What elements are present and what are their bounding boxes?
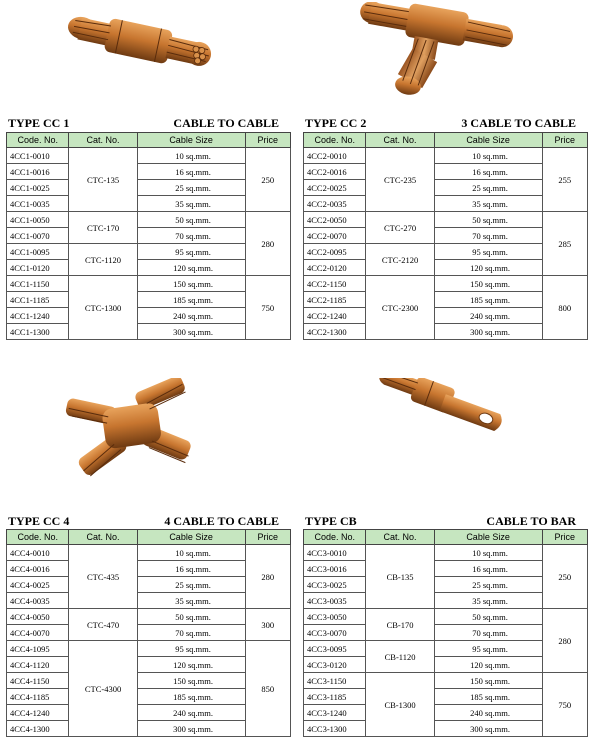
column-header: Code. No. <box>304 530 366 545</box>
cable-size-cell: 185 sq.mm. <box>434 292 542 308</box>
block-type-title: TYPE CC 4 <box>8 514 70 528</box>
code-number-cell: 4CC3-1240 <box>304 705 366 721</box>
code-number-cell: 4CC1-0016 <box>7 164 69 180</box>
code-number-cell: 4CC3-1300 <box>304 721 366 737</box>
cat-number-cell: CTC-4300 <box>69 641 137 737</box>
code-number-cell: 4CC1-1240 <box>7 308 69 324</box>
code-number-cell: 4CC1-0095 <box>7 244 69 260</box>
code-number-cell: 4CC2-1185 <box>304 292 366 308</box>
code-number-cell: 4CC2-0095 <box>304 244 366 260</box>
cable-size-cell: 120 sq.mm. <box>137 657 245 673</box>
code-number-cell: 4CC2-1240 <box>304 308 366 324</box>
cable-size-cell: 95 sq.mm. <box>434 244 542 260</box>
cable-size-cell: 95 sq.mm. <box>434 641 542 657</box>
code-number-cell: 4CC2-1150 <box>304 276 366 292</box>
cable-size-cell: 240 sq.mm. <box>434 705 542 721</box>
code-number-cell: 4CC4-0035 <box>7 593 69 609</box>
code-number-cell: 4CC4-0010 <box>7 545 69 561</box>
cat-number-cell: CTC-435 <box>69 545 137 609</box>
cat-number-cell: CTC-170 <box>69 212 137 244</box>
cable-size-cell: 120 sq.mm. <box>434 657 542 673</box>
cat-number-cell: CTC-270 <box>366 212 434 244</box>
table-row <box>7 609 291 625</box>
block-description: 3 CABLE TO CABLE <box>461 116 576 130</box>
table-header-row <box>7 530 291 545</box>
column-header: Cable Size <box>137 133 245 148</box>
cat-number-cell: CTC-2300 <box>366 276 434 340</box>
price-table <box>303 132 588 340</box>
block-description: CABLE TO CABLE <box>173 116 279 130</box>
price-cell: 800 <box>542 276 587 340</box>
column-header: Cat. No. <box>366 530 434 545</box>
price-table <box>303 529 588 737</box>
block-type-title: TYPE CC 1 <box>8 116 70 130</box>
block-description: 4 CABLE TO CABLE <box>164 514 279 528</box>
code-number-cell: 4CC2-0035 <box>304 196 366 212</box>
column-header: Cable Size <box>434 530 542 545</box>
block-type-title: TYPE CC 2 <box>305 116 367 130</box>
block-type-title: TYPE CB <box>305 514 357 528</box>
cable-size-cell: 70 sq.mm. <box>137 625 245 641</box>
cable-size-cell: 95 sq.mm. <box>137 641 245 657</box>
code-number-cell: 4CC3-0095 <box>304 641 366 657</box>
code-number-cell: 4CC3-1150 <box>304 673 366 689</box>
price-table <box>6 132 291 340</box>
code-number-cell: 4CC4-0050 <box>7 609 69 625</box>
cat-number-cell: CTC-470 <box>69 609 137 641</box>
price-cell: 280 <box>245 545 290 609</box>
table-header-row <box>304 530 588 545</box>
code-number-cell: 4CC2-0010 <box>304 148 366 164</box>
cable-size-cell: 35 sq.mm. <box>434 593 542 609</box>
cable-size-cell: 35 sq.mm. <box>137 593 245 609</box>
code-number-cell: 4CC2-0050 <box>304 212 366 228</box>
cat-number-cell: CB-1120 <box>366 641 434 673</box>
cat-number-cell: CB-170 <box>366 609 434 641</box>
cable-size-cell: 25 sq.mm. <box>434 180 542 196</box>
column-header: Cat. No. <box>366 133 434 148</box>
cable-size-cell: 300 sq.mm. <box>434 721 542 737</box>
cable-size-cell: 120 sq.mm. <box>434 260 542 276</box>
column-header: Price <box>542 530 587 545</box>
price-table <box>6 529 291 737</box>
cat-number-cell: CB-1300 <box>366 673 434 737</box>
cross-cable-connector-image <box>60 378 200 478</box>
table-header-row <box>7 133 291 148</box>
column-header: Cable Size <box>137 530 245 545</box>
cable-size-cell: 50 sq.mm. <box>434 212 542 228</box>
cat-number-cell: CTC-135 <box>69 148 137 212</box>
cable-size-cell: 50 sq.mm. <box>434 609 542 625</box>
code-number-cell: 4CC1-0035 <box>7 196 69 212</box>
code-number-cell: 4CC4-1120 <box>7 657 69 673</box>
table-row <box>7 276 291 292</box>
cable-size-cell: 50 sq.mm. <box>137 212 245 228</box>
cable-size-cell: 35 sq.mm. <box>137 196 245 212</box>
cable-size-cell: 185 sq.mm. <box>137 292 245 308</box>
cable-size-cell: 10 sq.mm. <box>137 148 245 164</box>
code-number-cell: 4CC1-1150 <box>7 276 69 292</box>
code-number-cell: 4CC2-0070 <box>304 228 366 244</box>
cable-size-cell: 16 sq.mm. <box>434 561 542 577</box>
cable-size-cell: 300 sq.mm. <box>137 324 245 340</box>
cable-size-cell: 25 sq.mm. <box>434 577 542 593</box>
price-cell: 300 <box>245 609 290 641</box>
table-header-row <box>304 133 588 148</box>
code-number-cell: 4CC3-0016 <box>304 561 366 577</box>
cable-size-cell: 16 sq.mm. <box>137 164 245 180</box>
code-number-cell: 4CC1-0025 <box>7 180 69 196</box>
cable-size-cell: 150 sq.mm. <box>137 276 245 292</box>
table-row <box>304 212 588 228</box>
code-number-cell: 4CC1-1300 <box>7 324 69 340</box>
cable-size-cell: 150 sq.mm. <box>434 276 542 292</box>
price-cell: 250 <box>245 148 290 212</box>
cable-size-cell: 70 sq.mm. <box>434 228 542 244</box>
column-header: Cable Size <box>434 133 542 148</box>
table-row <box>304 609 588 625</box>
cable-size-cell: 240 sq.mm. <box>137 705 245 721</box>
code-number-cell: 4CC2-1300 <box>304 324 366 340</box>
price-cell: 285 <box>542 212 587 276</box>
code-number-cell: 4CC3-0025 <box>304 577 366 593</box>
column-header: Price <box>245 530 290 545</box>
cable-size-cell: 150 sq.mm. <box>137 673 245 689</box>
code-number-cell: 4CC1-0120 <box>7 260 69 276</box>
cable-size-cell: 35 sq.mm. <box>434 196 542 212</box>
table-row <box>7 212 291 228</box>
code-number-cell: 4CC3-1185 <box>304 689 366 705</box>
table-row <box>7 545 291 561</box>
code-number-cell: 4CC3-0010 <box>304 545 366 561</box>
code-number-cell: 4CC4-0016 <box>7 561 69 577</box>
cable-size-cell: 16 sq.mm. <box>434 164 542 180</box>
cat-number-cell: CB-135 <box>366 545 434 609</box>
code-number-cell: 4CC4-1240 <box>7 705 69 721</box>
code-number-cell: 4CC1-0050 <box>7 212 69 228</box>
price-cell: 255 <box>542 148 587 212</box>
price-cell: 850 <box>245 641 290 737</box>
column-header: Code. No. <box>7 133 69 148</box>
cable-size-cell: 10 sq.mm. <box>434 545 542 561</box>
code-number-cell: 4CC4-1095 <box>7 641 69 657</box>
column-header: Cat. No. <box>69 133 137 148</box>
cable-size-cell: 70 sq.mm. <box>137 228 245 244</box>
column-header: Code. No. <box>304 133 366 148</box>
code-number-cell: 4CC4-0025 <box>7 577 69 593</box>
cable-size-cell: 95 sq.mm. <box>137 244 245 260</box>
cable-size-cell: 150 sq.mm. <box>434 673 542 689</box>
cat-number-cell: CTC-235 <box>366 148 434 212</box>
price-cell: 750 <box>542 673 587 737</box>
cable-size-cell: 25 sq.mm. <box>137 180 245 196</box>
cat-number-cell: CTC-1300 <box>69 276 137 340</box>
cable-size-cell: 10 sq.mm. <box>434 148 542 164</box>
column-header: Cat. No. <box>69 530 137 545</box>
cable-size-cell: 240 sq.mm. <box>434 308 542 324</box>
price-cell: 750 <box>245 276 290 340</box>
cable-size-cell: 10 sq.mm. <box>137 545 245 561</box>
table-row <box>304 276 588 292</box>
table-row <box>7 148 291 164</box>
cat-number-cell: CTC-1120 <box>69 244 137 276</box>
code-number-cell: 4CC4-1150 <box>7 673 69 689</box>
cable-size-cell: 300 sq.mm. <box>137 721 245 737</box>
table-row <box>304 545 588 561</box>
price-cell: 280 <box>542 609 587 673</box>
code-number-cell: 4CC1-0070 <box>7 228 69 244</box>
cat-number-cell: CTC-2120 <box>366 244 434 276</box>
code-number-cell: 4CC4-1300 <box>7 721 69 737</box>
code-number-cell: 4CC3-0120 <box>304 657 366 673</box>
price-cell: 250 <box>542 545 587 609</box>
cable-size-cell: 16 sq.mm. <box>137 561 245 577</box>
code-number-cell: 4CC3-0035 <box>304 593 366 609</box>
code-number-cell: 4CC1-0010 <box>7 148 69 164</box>
cable-size-cell: 185 sq.mm. <box>137 689 245 705</box>
cable-size-cell: 50 sq.mm. <box>137 609 245 625</box>
column-header: Code. No. <box>7 530 69 545</box>
t-cable-connector-image <box>352 2 522 102</box>
cable-to-bar-lug-image <box>365 378 505 458</box>
code-number-cell: 4CC3-0070 <box>304 625 366 641</box>
table-row <box>304 673 588 689</box>
column-header: Price <box>245 133 290 148</box>
cable-size-cell: 70 sq.mm. <box>434 625 542 641</box>
inline-cable-connector-image <box>58 8 218 78</box>
code-number-cell: 4CC2-0016 <box>304 164 366 180</box>
cable-size-cell: 240 sq.mm. <box>137 308 245 324</box>
block-description: CABLE TO BAR <box>486 514 576 528</box>
column-header: Price <box>542 133 587 148</box>
cable-size-cell: 300 sq.mm. <box>434 324 542 340</box>
code-number-cell: 4CC1-1185 <box>7 292 69 308</box>
table-row <box>7 641 291 657</box>
cable-size-cell: 25 sq.mm. <box>137 577 245 593</box>
code-number-cell: 4CC4-0070 <box>7 625 69 641</box>
code-number-cell: 4CC2-0025 <box>304 180 366 196</box>
code-number-cell: 4CC4-1185 <box>7 689 69 705</box>
cable-size-cell: 120 sq.mm. <box>137 260 245 276</box>
code-number-cell: 4CC3-0050 <box>304 609 366 625</box>
price-cell: 280 <box>245 212 290 276</box>
table-row <box>304 148 588 164</box>
code-number-cell: 4CC2-0120 <box>304 260 366 276</box>
cable-size-cell: 185 sq.mm. <box>434 689 542 705</box>
